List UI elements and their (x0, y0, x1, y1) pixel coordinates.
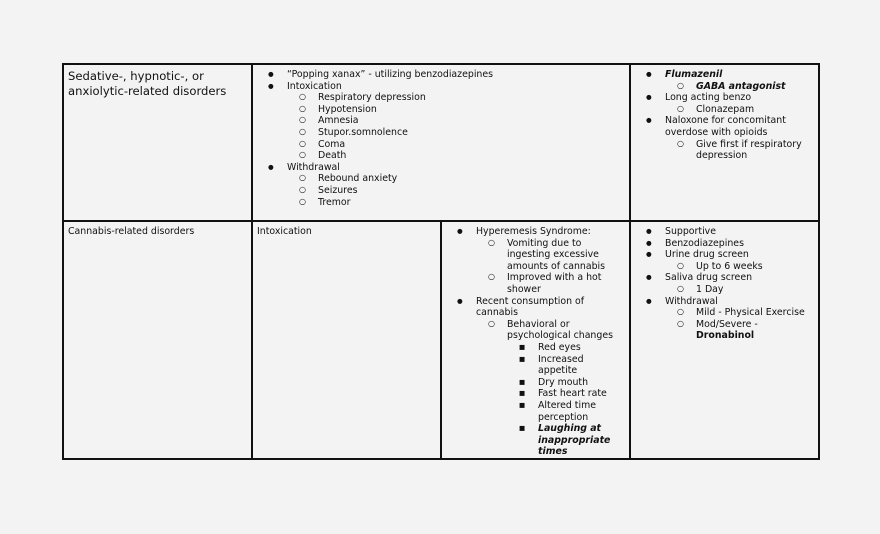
symptoms-cell (252, 64, 630, 221)
list-item: ○ Behavioral or psychological changes ■ Red eyes ■ Increased appetite ■ Dry mouth ■ Fast heart rate ■ Altered time perception ■ Laughing at inappropriate times (488, 319, 625, 458)
list-item: ○ Hypotension (299, 104, 625, 116)
list-item: ● Recent consumption of cannabis ○ Behavioral or psychological changes ■ Red eyes ■ Increased appetite ■ Dry mouth ■ Fast heart rate ■ Altered time perception ■ Laughing at inappropriate times (457, 296, 625, 458)
intoxication-cell (252, 221, 441, 459)
list-item: ● Benzodiazepines (646, 238, 814, 250)
disorder-name: Sedative-, hypnotic-, or anxiolytic-related disorders (68, 69, 227, 98)
list-item: ○ Tremor (299, 197, 625, 209)
list-item: ● “Popping xanax” - utilizing benzodiazepines (268, 69, 625, 81)
list-item: ○ 1 Day (677, 284, 814, 296)
list-item: ○ Up to 6 weeks (677, 261, 814, 273)
list-item: ○ Respiratory depression (299, 92, 625, 104)
list-item: ○ Mild - Physical Exercise (677, 307, 814, 319)
list-item: ● Withdrawal ○ Rebound anxiety ○ Seizures ○ Tremor (268, 162, 625, 208)
intoxication-label: Intoxication (257, 226, 312, 237)
list-item: ○ Coma (299, 139, 625, 151)
list-item: ■ Dry mouth (519, 377, 625, 389)
list-item: ○ Improved with a hot shower (488, 272, 625, 295)
list-item: ■ Laughing at inappropriate times (519, 423, 625, 458)
treatment-cell (630, 221, 819, 459)
list-item: ○ Seizures (299, 185, 625, 197)
list-item: ● Hyperemesis Syndrome: ○ Vomiting due to ingesting excessive amounts of cannabis ○ Improved with a hot shower (457, 226, 625, 296)
list-item: ● Long acting benzo ○ Clonazepam (646, 92, 814, 115)
list-item: ● Urine drug screen ○ Up to 6 weeks (646, 249, 814, 272)
list-item: ○ Stupor.somnolence (299, 127, 625, 139)
list-item: ○ Rebound anxiety (299, 173, 625, 185)
list-item: ● Flumazenil ○ GABA antagonist (646, 69, 814, 92)
list-item: ○ Give first if respiratory depression (677, 139, 814, 162)
list-item: ○ Vomiting due to ingesting excessive amounts of cannabis (488, 238, 625, 273)
list-item: ○ Clonazepam (677, 104, 814, 116)
list-item: ● Naloxone for concomitant overdose with opioids ○ Give first if respiratory depression (646, 115, 814, 161)
list-item: ■ Red eyes (519, 342, 625, 354)
list-item: ● Saliva drug screen ○ 1 Day (646, 272, 814, 295)
list-item: ○ GABA antagonist (677, 81, 814, 93)
disorder-cell (63, 221, 252, 459)
list-item: ○ Amnesia (299, 115, 625, 127)
list-item: ● Withdrawal ○ Mild - Physical Exercise ○ Mod/Severe - Dronabinol (646, 296, 814, 342)
list-item: ■ Fast heart rate (519, 388, 625, 400)
table-row (63, 221, 819, 459)
list-item: ● Supportive (646, 226, 814, 238)
disorders-table (62, 63, 820, 460)
list-item: ■ Altered time perception (519, 400, 625, 423)
list-item: ○ Mod/Severe - Dronabinol (677, 319, 814, 342)
list-item: ■ Increased appetite (519, 354, 625, 377)
disorder-name: Cannabis-related disorders (68, 226, 195, 237)
table-row (63, 64, 819, 221)
symptoms-cell (441, 221, 630, 459)
disorder-cell (63, 64, 252, 221)
treatment-cell (630, 64, 819, 221)
list-item: ● Intoxication ○ Respiratory depression ○ Hypotension ○ Amnesia ○ Stupor.somnolence ○ Coma ○ Death (268, 81, 625, 162)
list-item: ○ Death (299, 150, 625, 162)
